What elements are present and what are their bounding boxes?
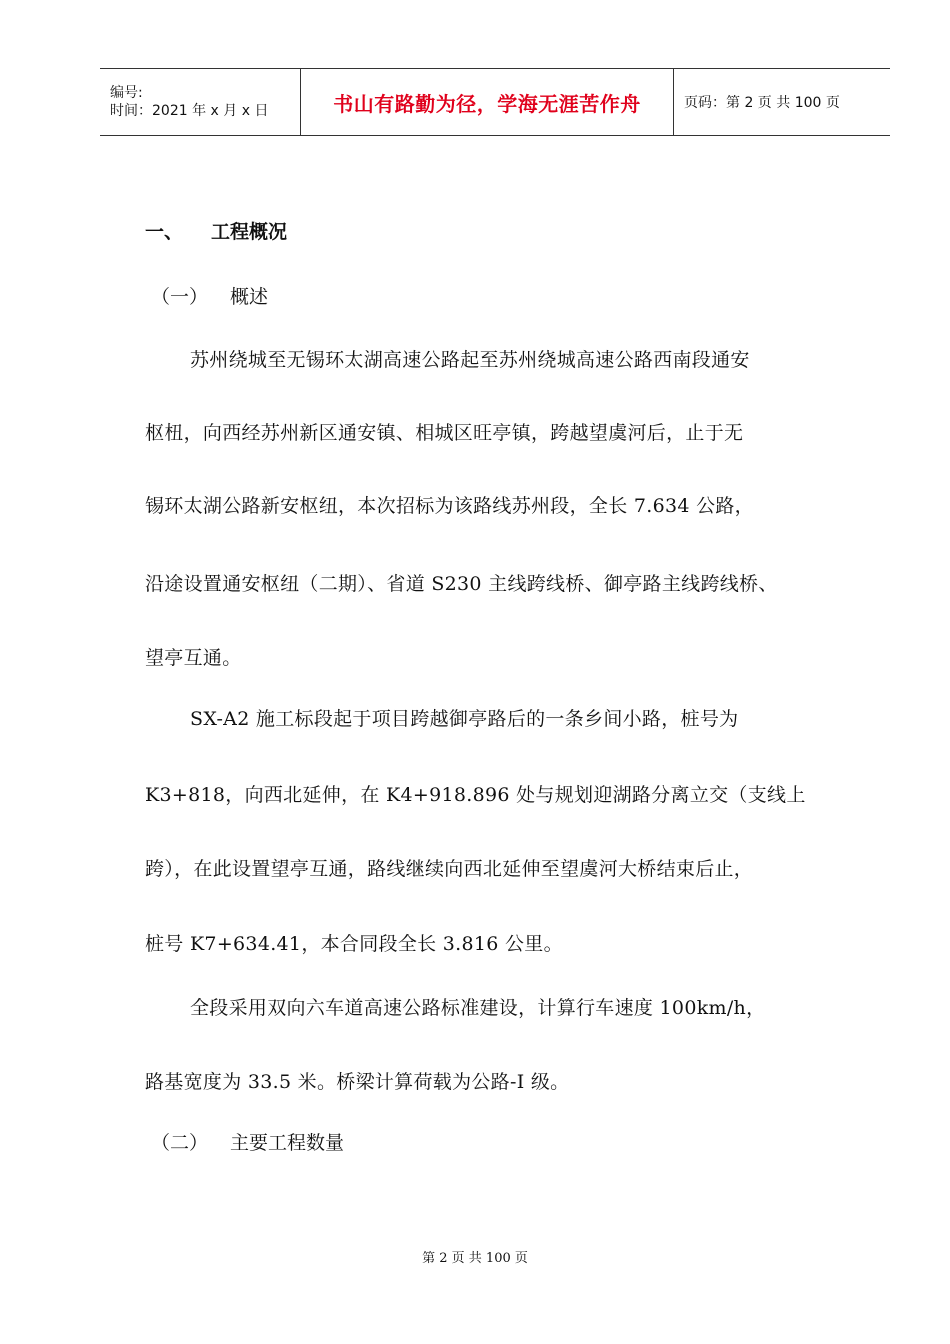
header-page-info-cell bbox=[674, 69, 890, 135]
section-heading bbox=[145, 217, 287, 244]
doc-time-label: 时间：2021 年 x 月 x 日 bbox=[110, 103, 269, 119]
subsection-title: 概述 bbox=[230, 286, 269, 308]
paragraph-line: 苏州绕城至无锡环太湖高速公路起至苏州绕城高速公路西南段通安 bbox=[190, 349, 750, 371]
paragraph-line: 全段采用双向六车道高速公路标准建设，计算行车速度 100km/h， bbox=[190, 997, 766, 1019]
header-meta bbox=[100, 69, 301, 135]
paragraph-line: K3+818，向西北延伸，在 K4+918.896 处与规划迎湖路分离立交（支线上 bbox=[145, 784, 806, 806]
paragraph-line: 桩号 K7+634.41，本合同段全长 3.816 公里。 bbox=[145, 933, 563, 955]
doc-number-label: 编号: bbox=[110, 85, 143, 101]
paragraph-line: 望亭互通。 bbox=[145, 647, 242, 669]
subsection-heading-1 bbox=[151, 282, 268, 309]
header-motto-cell bbox=[301, 69, 674, 135]
section-number: 一、 bbox=[145, 221, 184, 243]
section-title: 工程概况 bbox=[211, 221, 288, 243]
footer-page-number: 第 2 页 共 100 页 bbox=[422, 1251, 528, 1266]
subsection-number: （一） bbox=[151, 286, 209, 308]
header-page-info: 页码：第 2 页 共 100 页 bbox=[684, 95, 840, 111]
paragraph-line: SX-A2 施工标段起于项目跨越御亭路后的一条乡间小路，桩号为 bbox=[190, 708, 739, 730]
paragraph-line: 锡环太湖公路新安枢纽，本次招标为该路线苏州段，全长 7.634 公路， bbox=[145, 495, 754, 517]
subsection-heading-2 bbox=[151, 1128, 344, 1155]
paragraph-line: 枢杻，向西经苏州新区通安镇、相城区旺亭镇，跨越望虞河后，止于无 bbox=[145, 422, 744, 444]
subsection-number: （二） bbox=[151, 1132, 209, 1154]
page-header bbox=[100, 68, 890, 136]
page-footer bbox=[0, 1247, 950, 1266]
paragraph-line: 跨），在此设置望亭互通，路线继续向西北延伸至望虞河大桥结束后止， bbox=[145, 858, 754, 880]
paragraph-line: 路基宽度为 33.5 米。桥梁计算荷载为公路-Ⅰ 级。 bbox=[145, 1071, 570, 1093]
header-motto: 书山有路勤为径，学海无涯苦作舟 bbox=[333, 91, 641, 116]
paragraph-line: 沿途设置通安枢纽（二期）、省道 S230 主线跨线桥、御亭路主线跨线桥、 bbox=[145, 573, 778, 595]
subsection-title: 主要工程数量 bbox=[230, 1132, 345, 1154]
